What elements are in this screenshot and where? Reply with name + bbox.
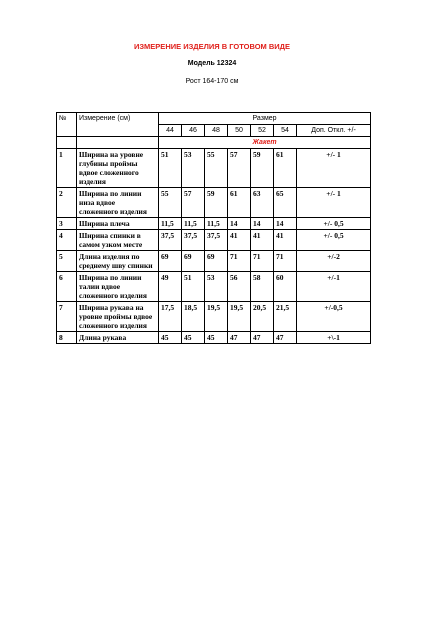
row-value: 11,5: [205, 218, 228, 230]
size-46: 46: [182, 125, 205, 137]
section-jacket: Жакет: [159, 137, 371, 149]
table-row: [57, 302, 371, 332]
row-value: 53: [205, 272, 228, 302]
row-value: 18,5: [182, 302, 205, 332]
table-row: [57, 272, 371, 302]
row-value: 11,5: [182, 218, 205, 230]
header-size: Размер: [159, 113, 371, 125]
row-number: 3: [57, 218, 77, 230]
row-measure-name: Ширина плеча: [77, 218, 159, 230]
row-value: 47: [228, 332, 251, 344]
row-value: 71: [251, 251, 274, 272]
row-value: 17,5: [159, 302, 182, 332]
size-54: 54: [274, 125, 297, 137]
header-measure: Измерение (см): [77, 113, 159, 137]
row-value: 56: [228, 272, 251, 302]
page-title: ИЗМЕРЕНИЕ ИЗДЕЛИЯ В ГОТОВОМ ВИДЕ: [133, 42, 291, 51]
row-value: 51: [182, 272, 205, 302]
row-number: 6: [57, 272, 77, 302]
row-measure-name: Длина изделия по среднему шву спинки: [77, 251, 159, 272]
row-value: 21,5: [274, 302, 297, 332]
row-tolerance: +/- 0,5: [297, 230, 371, 251]
size-48: 48: [205, 125, 228, 137]
section-row: [57, 137, 371, 149]
table-row: [57, 251, 371, 272]
row-value: 61: [228, 188, 251, 218]
row-value: 45: [159, 332, 182, 344]
row-value: 14: [274, 218, 297, 230]
row-value: 37,5: [182, 230, 205, 251]
row-measure-name: Ширина по линии низа вдвое сложенного изделия: [77, 188, 159, 218]
row-value: 20,5: [251, 302, 274, 332]
row-value: 59: [205, 188, 228, 218]
size-52: 52: [251, 125, 274, 137]
row-value: 71: [274, 251, 297, 272]
row-number: 1: [57, 149, 77, 188]
row-value: 69: [159, 251, 182, 272]
header-row: [57, 113, 371, 125]
row-measure-name: Ширина спинки в самом узком месте: [77, 230, 159, 251]
header-num: №: [57, 113, 77, 137]
row-number: 5: [57, 251, 77, 272]
row-value: 58: [251, 272, 274, 302]
row-value: 69: [205, 251, 228, 272]
row-value: 41: [228, 230, 251, 251]
row-tolerance: +/- 0,5: [297, 218, 371, 230]
row-value: 55: [159, 188, 182, 218]
table-body: [57, 149, 371, 344]
row-value: 59: [251, 149, 274, 188]
table-row: [57, 332, 371, 344]
row-value: 47: [251, 332, 274, 344]
row-value: 19,5: [205, 302, 228, 332]
row-value: 45: [182, 332, 205, 344]
row-number: 2: [57, 188, 77, 218]
row-value: 60: [274, 272, 297, 302]
row-number: 8: [57, 332, 77, 344]
row-value: 41: [251, 230, 274, 251]
row-tolerance: +\-1: [297, 332, 371, 344]
row-value: 71: [228, 251, 251, 272]
model-label: Модель 12324: [187, 60, 237, 67]
row-value: 37,5: [205, 230, 228, 251]
row-measure-name: Длина рукава: [77, 332, 159, 344]
row-measure-name: Ширина по линии талии вдвое сложенного изделия: [77, 272, 159, 302]
row-tolerance: +/-1: [297, 272, 371, 302]
row-measure-name: Ширина рукава на уровне проймы вдвое сложенного изделия: [77, 302, 159, 332]
row-value: 45: [205, 332, 228, 344]
row-tolerance: +/- 1: [297, 149, 371, 188]
measurement-table: [56, 112, 371, 344]
table-row: [57, 149, 371, 188]
row-tolerance: +/-0,5: [297, 302, 371, 332]
row-value: 47: [274, 332, 297, 344]
row-value: 69: [182, 251, 205, 272]
row-value: 51: [159, 149, 182, 188]
row-value: 11,5: [159, 218, 182, 230]
height-label: Рост 164-170 см: [185, 78, 239, 85]
row-value: 55: [205, 149, 228, 188]
row-number: 4: [57, 230, 77, 251]
row-measure-name: Ширина на уровне глубины проймы вдвое сложенного изделия: [77, 149, 159, 188]
row-value: 65: [274, 188, 297, 218]
table-row: [57, 188, 371, 218]
row-value: 57: [228, 149, 251, 188]
size-44: 44: [159, 125, 182, 137]
row-value: 61: [274, 149, 297, 188]
table-row: [57, 218, 371, 230]
row-value: 63: [251, 188, 274, 218]
table-row: [57, 230, 371, 251]
row-value: 57: [182, 188, 205, 218]
row-number: 7: [57, 302, 77, 332]
row-value: 14: [228, 218, 251, 230]
size-50: 50: [228, 125, 251, 137]
row-value: 37,5: [159, 230, 182, 251]
row-value: 49: [159, 272, 182, 302]
row-tolerance: +/- 1: [297, 188, 371, 218]
row-value: 19,5: [228, 302, 251, 332]
row-tolerance: +/-2: [297, 251, 371, 272]
row-value: 41: [274, 230, 297, 251]
row-value: 14: [251, 218, 274, 230]
header-tolerance: Доп. Откл. +/-: [297, 125, 371, 137]
row-value: 53: [182, 149, 205, 188]
